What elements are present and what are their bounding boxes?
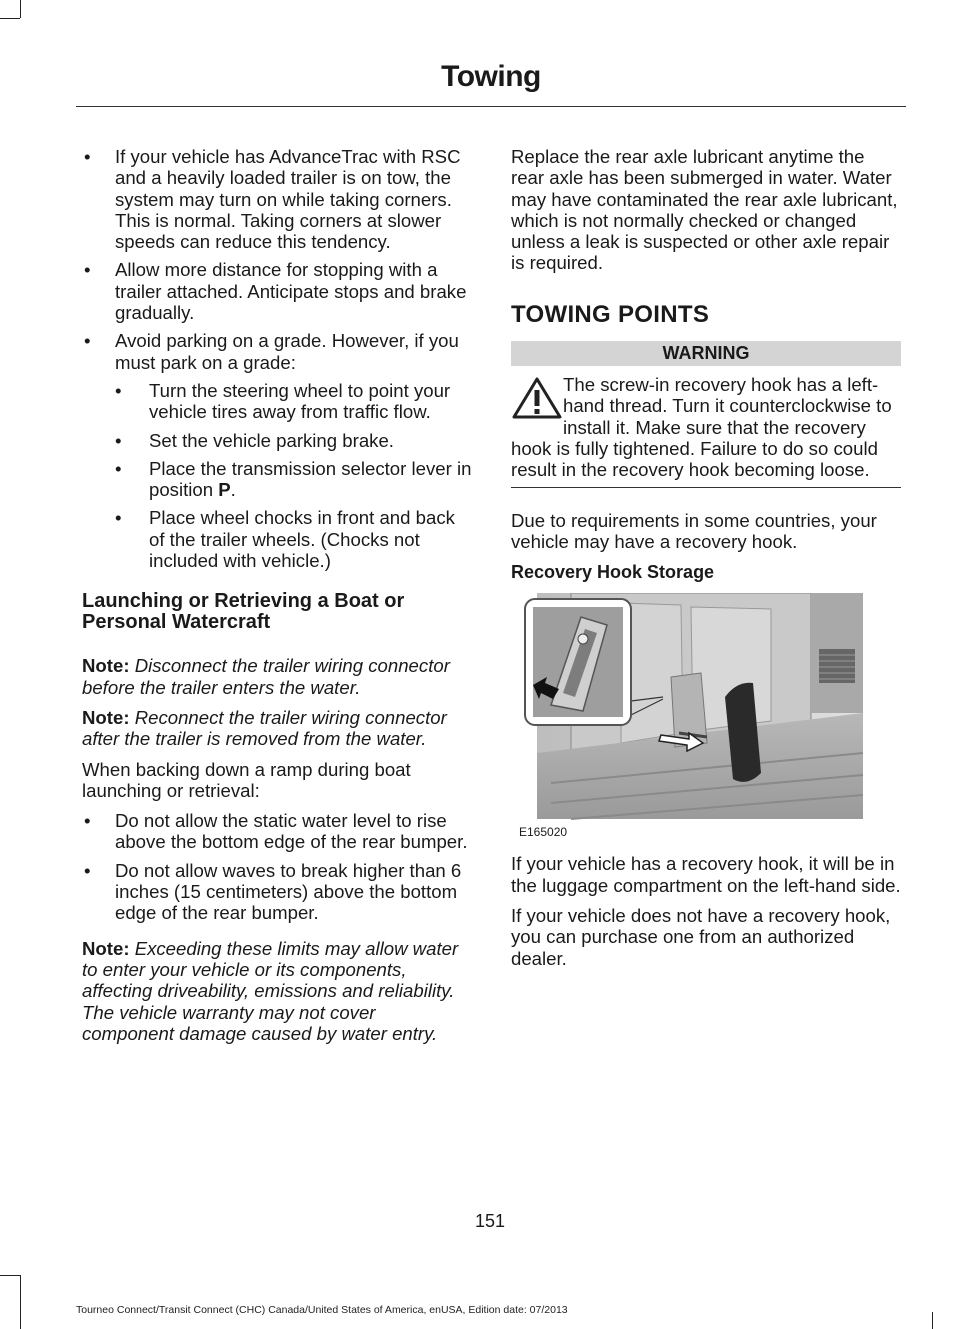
figure-caption: Recovery Hook Storage — [511, 562, 715, 583]
page-title: Towing — [441, 60, 541, 93]
list-item: • Do not allow waves to break higher than 6 inches (15 centimeters) above the bottom edge of the rear bumper. — [84, 859, 462, 924]
purchase-paragraph: If your vehicle does not have a recovery hook, you can purchase one from an authorized dealer. — [511, 905, 891, 969]
grade-sub-list — [115, 380, 472, 571]
location-paragraph: If your vehicle has a recovery hook, it will be in the luggage compartment on the left-hand side. — [511, 853, 901, 896]
water-bullet-list — [82, 810, 472, 923]
list-item: • Allow more distance for stopping with a trailer attached. Anticipate stops and brake gradually. — [84, 259, 467, 324]
list-item: • Do not allow the static water level to rise above the bottom edge of the rear bumper. — [84, 810, 468, 853]
note-paragraph: Note: Disconnect the trailer wiring connector before the trailer enters the water. — [82, 655, 450, 698]
warning-text: The screw-in recovery hook has a left-hand thread. Turn it counterclockwise to install it. Make sure that the recovery hook is fully tightened. Failure to do so could result in the recovery hook becoming loose. — [511, 374, 892, 481]
crop-mark — [20, 0, 21, 18]
note-paragraph: Note: Reconnect the trailer wiring connector after the trailer is removed from the water. — [82, 706, 447, 750]
list-item: • Place the transmission selector lever in position P. — [115, 457, 472, 501]
note-paragraph: Note: Exceeding these limits may allow water to enter your vehicle or its components, affecting driveability, emissions and reliability. The vehicle warranty may not cover component damage caused by water entry. — [82, 937, 459, 1044]
list-item: • If your vehicle has AdvanceTrac with RSC and a heavily loaded trailer is on tow, the system may turn on while taking corners. This is normal. Taking corners at slower speeds can reduce this tendency. — [84, 146, 461, 253]
recovery-hook-figure — [511, 593, 901, 843]
page-number: 151 — [474, 1211, 506, 1231]
crop-mark — [0, 18, 20, 19]
warning-box — [511, 374, 901, 480]
crop-mark — [20, 1275, 21, 1329]
right-column — [511, 146, 901, 978]
position-letter: P — [218, 479, 231, 501]
list-item: • Place wheel chocks in front and back of the trailer wheels. (Chocks not included with vehicle.) — [115, 507, 455, 572]
requirements-paragraph: Due to requirements in some countries, your vehicle may have a recovery hook. — [511, 509, 877, 552]
list-item: • Avoid parking on a grade. However, if you must park on a grade: • Turn the steering wheel to point your vehicle tires away from traffic flow. • Set the vehicle parking brake. • Place the transmission selector lever in position P. • Place wheel chocks in front and back of the trailer wheels. (Chocks not included with vehicle.) — [84, 330, 472, 572]
list-item: • Set the vehicle parking brake. — [115, 429, 394, 451]
warning-rule — [511, 487, 901, 488]
list-item: • Turn the steering wheel to point your vehicle tires away from traffic flow. — [115, 379, 451, 423]
header-rule — [76, 106, 906, 107]
backing-intro: When backing down a ramp during boat launching or retrieval: — [82, 758, 411, 801]
towing-points-heading: TOWING POINTS — [511, 300, 710, 328]
crop-mark — [0, 1275, 20, 1276]
warning-bar: WARNING — [511, 341, 901, 366]
figure-code: E165020 — [519, 825, 568, 840]
warning-triangle-icon — [511, 376, 563, 420]
footer-edition-line: Tourneo Connect/Transit Connect (CHC) Canada/United States of America, enUSA, Edition date: 07/2013 — [76, 1304, 568, 1316]
crop-mark — [932, 1312, 933, 1329]
axle-paragraph: Replace the rear axle lubricant anytime the rear axle has been submerged in water. Water may have contaminated the rear axle lubricant, which is not normally checked or changed unless a leak is suspected or other axle repair is required. — [511, 146, 898, 274]
left-column — [82, 146, 472, 1053]
trailer-bullet-list — [82, 146, 472, 571]
recovery-hook-storage-illustration — [511, 593, 901, 825]
boat-launching-heading: Launching or Retrieving a Boat or Personal Watercraft — [82, 590, 405, 634]
